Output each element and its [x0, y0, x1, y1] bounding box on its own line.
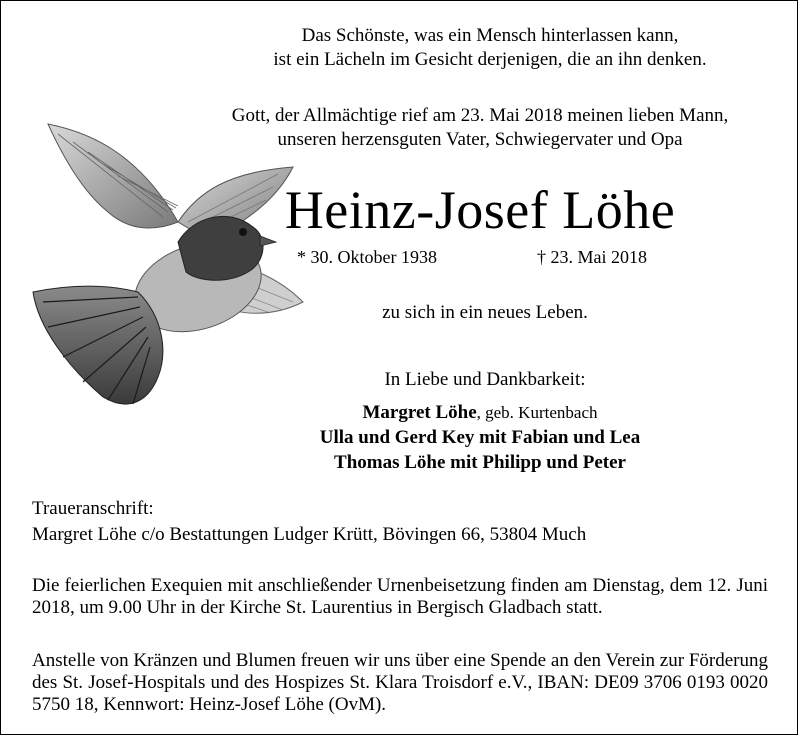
- deceased-name: Heinz-Josef Löhe: [284, 180, 676, 240]
- donation-info: Anstelle von Kränzen und Blumen freuen wir uns über eine Spende an den Verein zur Förderung des St. Josef-Hospitals und des Hospizes St. Klara Troisdorf e.V., IBAN: DE09 3706 0193 0020 5750 18, Kennwort: Heinz-Josef Löhe (OvM).: [32, 650, 768, 715]
- address-label: Traueranschrift:: [32, 498, 154, 519]
- announcement-line-1: Gott, der Allmächtige rief am 23. Mai 2018 meinen lieben Mann,: [231, 105, 729, 126]
- birth-date: * 30. Oktober 1938: [297, 247, 437, 267]
- new-life-text: zu sich in ein neues Leben.: [382, 302, 588, 323]
- family-line-1: [200, 400, 760, 425]
- family-line-2: [200, 425, 760, 450]
- address-text: Margret Löhe c/o Bestattungen Ludger Krütt, Bövingen 66, 53804 Much: [32, 524, 587, 545]
- widow-name: Margret Löhe: [362, 402, 477, 423]
- dove-illustration: [28, 112, 308, 432]
- quote-line-1: Das Schönste, was ein Mensch hinterlassen kann,: [301, 25, 679, 46]
- death-date: † 23. Mai 2018: [537, 247, 647, 267]
- service-info: Die feierlichen Exequien mit anschließender Urnenbeisetzung finden am Dienstag, dem 12. Juni 2018, um 9.00 Uhr in der Kirche St. Laurentius in Bergisch Gladbach statt.: [32, 575, 768, 618]
- quote: [180, 24, 800, 72]
- widow-birth-name: , geb. Kurtenbach: [476, 403, 598, 422]
- quote-line-2: ist ein Lächeln im Gesicht derjenigen, die an ihn denken.: [273, 49, 707, 70]
- family-line-3-text: Thomas Löhe mit Philipp und Peter: [334, 452, 626, 473]
- announcement-line-2: unseren herzensguten Vater, Schwiegervater und Opa: [277, 129, 683, 150]
- announcement: [180, 104, 780, 152]
- family-line-3: [200, 450, 760, 475]
- family-list: [200, 400, 760, 475]
- family-line-2-text: Ulla und Gerd Key mit Fabian und Lea: [319, 427, 641, 448]
- thanks-text: In Liebe und Dankbarkeit:: [384, 369, 586, 390]
